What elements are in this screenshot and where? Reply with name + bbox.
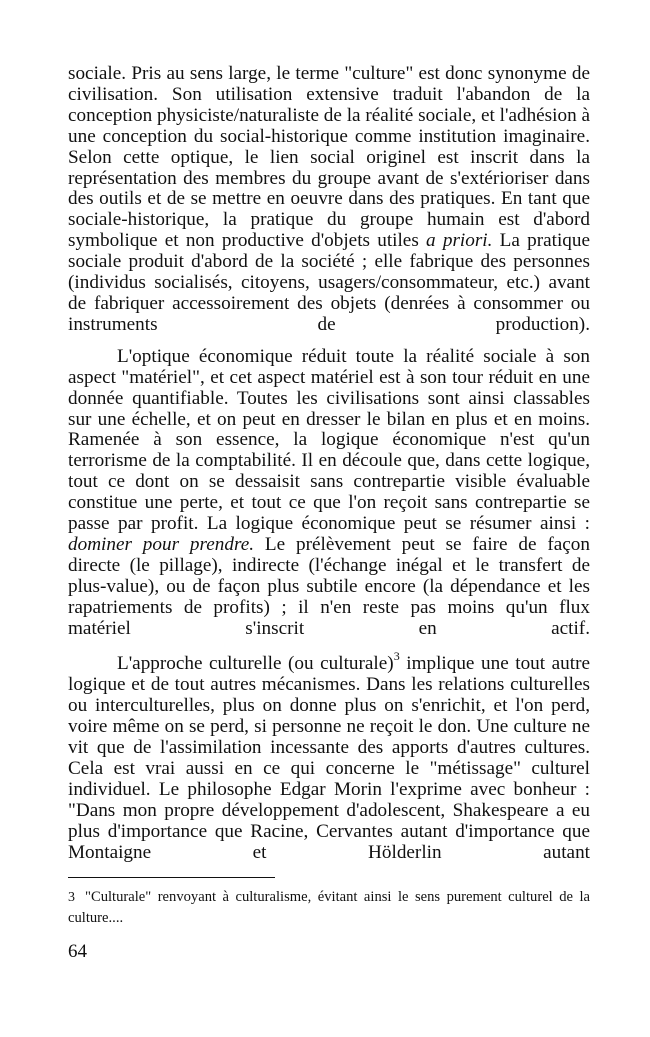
footnote-text: "Culturale" renvoyant à culturalisme, évitant ainsi le sens purement culturel de la culture.... (68, 889, 590, 926)
paragraph-1-text-a: sociale. Pris au sens large, le terme "culture" est donc synonyme de civilisation. Son utilisation extensive traduit l'abandon de la conception physiciste/naturaliste de la réalité sociale, et l'adhésion à une conception du social-historique comme institution imaginaire. Selon cette optique, le lien social originel est inscrit dans la représentation des membres du groupe avant de s'extérioriser dans des outils et de se mettre en oeuvre dans des pratiques. En tant que sociale-historique, la pratique du groupe humain est d'abord symbolique et non productive d'objets utiles (68, 63, 590, 252)
paragraph-2-emphasis: dominer pour prendre. (68, 533, 255, 555)
paragraph-3-text-a: L'approche culturelle (ou culturale) (117, 653, 394, 675)
paragraph-3 (68, 649, 590, 863)
paragraph-1-text-b: La pratique sociale produit d'abord de la société ; elle fabrique des personnes (individus socialisés, citoyens, usagers/consommateur, etc.) avant de fabriquer accessoirement des objets (denrées à consommer ou instruments de production). (68, 230, 590, 335)
paragraph-2-text-a: L'optique économique réduit toute la réalité sociale à son aspect "matériel", et cet aspect matériel est à son tour réduit en une donnée quantifiable. Toutes les civilisations sont ainsi classables sur une échelle, et on peut en dresser le bilan en plus et en moins. Ramenée à son essence, la logique économique n'est qu'un terrorisme de la comptabilité. Il en découle que, dans cette logique, tout ce dont on se dessaisit sans contrepartie visible évaluable constitue une perte, et tout ce que l'on reçoit sans contrepartie se passe par profit. La logique économique peut se résumer ainsi : (68, 345, 590, 535)
paragraph-2-text-b: Le prélèvement peut se faire de façon directe (le pillage), indirecte (l'échange inégal et le transfert de plus-value), ou de façon plus subtile encore (la dépendance et les rapatriements de profits) ; il n'en reste pas moins qu'un flux matériel s'inscrit en actif. (68, 533, 590, 639)
page-body (68, 64, 590, 864)
footnote (68, 887, 590, 928)
paragraph-2 (68, 347, 590, 640)
paragraph-1 (68, 64, 590, 336)
footnote-separator (68, 877, 275, 878)
paragraph-1-emphasis: a priori. (426, 230, 493, 252)
footnote-reference[interactable]: 3 (393, 649, 400, 664)
paragraph-3-text-b: implique une tout autre logique et de tout autres mécanismes. Dans les relations culturelles ou interculturelles, plus on donne plus on s'enrichit, et l'on perd, voire même on se perd, si personne ne reçoit le don. Une culture ne vit que de l'assimilation incessante des apports d'autres cultures. Cela est vrai aussi en ce qui concerne le "métissage" culturel individuel. Le philosophe Edgar Morin l'exprime avec bonheur : "Dans mon propre développement d'adolescent, Shakespeare a eu plus d'importance que Racine, Cervantes autant d'importance que Montaigne et Hölderlin autant (68, 653, 590, 863)
page-number: 64 (68, 941, 87, 962)
footnote-mark: 3 (68, 890, 75, 905)
